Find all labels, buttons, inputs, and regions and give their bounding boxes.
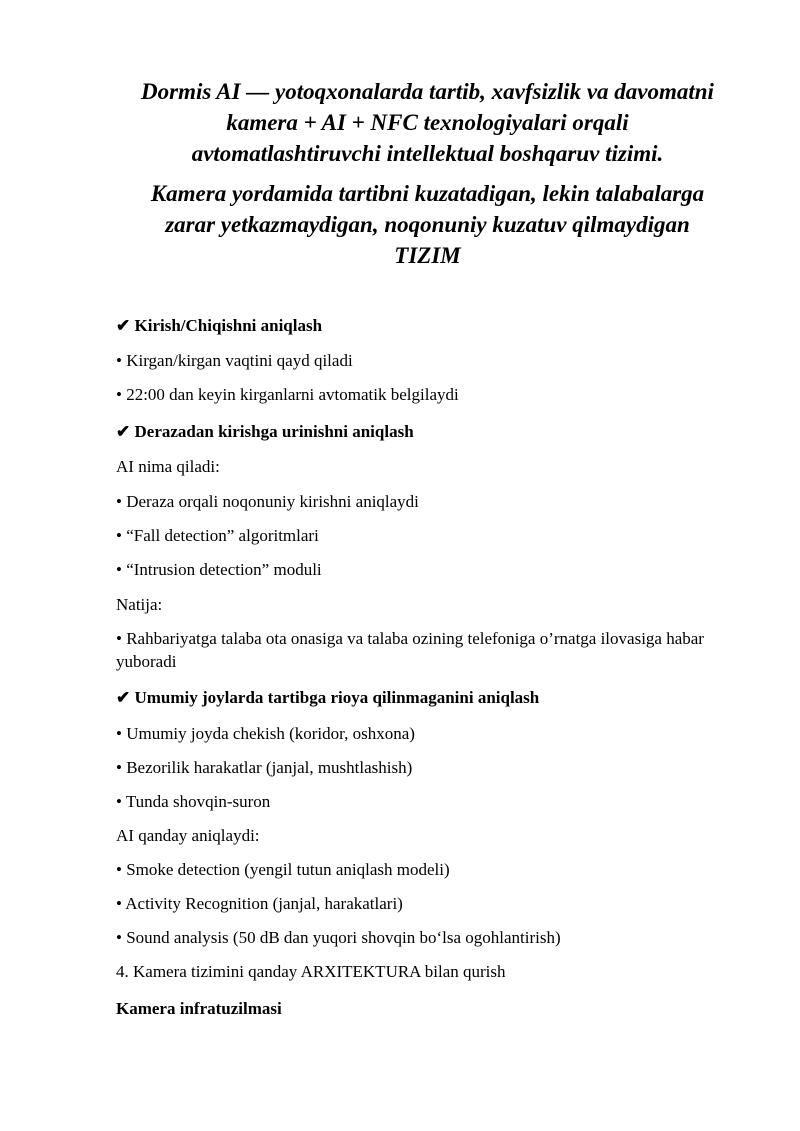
document-title [100, 76, 755, 169]
label-result: Natija: [116, 595, 163, 614]
section-heading-window-intrusion: ✔ Derazadan kirishga urinishni aniqlash [116, 422, 414, 441]
title-line-2: kamera + AI + NFC texnologiyalari orqali [226, 110, 629, 135]
list-item-result: • Rahbariyatga talaba ota onasiga va talaba ozining telefoniga o’rnatga ilovasiga habar yuboradi [116, 629, 704, 671]
list-item: • “Fall detection” algoritmlari [116, 526, 319, 545]
section-heading-entry-exit: ✔ Kirish/Chiqishni aniqlash [116, 316, 323, 335]
document-subtitle [100, 178, 755, 271]
subtitle-line-3: TIZIM [394, 243, 461, 268]
list-item: • Tunda shovqin-suron [116, 792, 271, 811]
section-heading-camera-infrastructure: Kamera infratuzilmasi [116, 999, 282, 1018]
list-item: • 22:00 dan keyin kirganlarni avtomatik belgilaydi [116, 385, 459, 404]
subtitle-line-2: zarar yetkazmaydigan, noqonuniy kuzatuv qilmaydigan [165, 212, 690, 237]
label-ai-what: AI nima qiladi: [116, 457, 220, 476]
list-item: • “Intrusion detection” moduli [116, 560, 322, 579]
list-item: • Sound analysis (50 dB dan yuqori shovqin bo‘lsa ogohlantirish) [116, 928, 561, 947]
section-heading-architecture: 4. Kamera tizimini qanday ARXITEKTURA bilan qurish [116, 962, 506, 981]
title-line-1: Dormis AI — yotoqxonalarda tartib, xavfsizlik va davomatni [141, 79, 714, 104]
list-item: • Umumiy joyda chekish (koridor, oshxona) [116, 724, 415, 743]
list-item: • Smoke detection (yengil tutun aniqlash modeli) [116, 860, 450, 879]
list-item: • Bezorilik harakatlar (janjal, mushtlashish) [116, 758, 413, 777]
label-ai-how: AI qanday aniqlaydi: [116, 826, 260, 845]
list-item: • Activity Recognition (janjal, harakatlari) [116, 894, 403, 913]
list-item: • Deraza orqali noqonuniy kirishni aniqlaydi [116, 492, 419, 511]
list-item: • Kirgan/kirgan vaqtini qayd qiladi [116, 351, 353, 370]
subtitle-line-1: Kamera yordamida tartibni kuzatadigan, lekin talabalarga [150, 181, 705, 206]
section-heading-common-areas: ✔ Umumiy joylarda tartibga rioya qilinmaganini aniqlash [116, 688, 540, 707]
title-line-3: avtomatlashtiruvchi intellektual boshqaruv tizimi. [191, 141, 664, 166]
